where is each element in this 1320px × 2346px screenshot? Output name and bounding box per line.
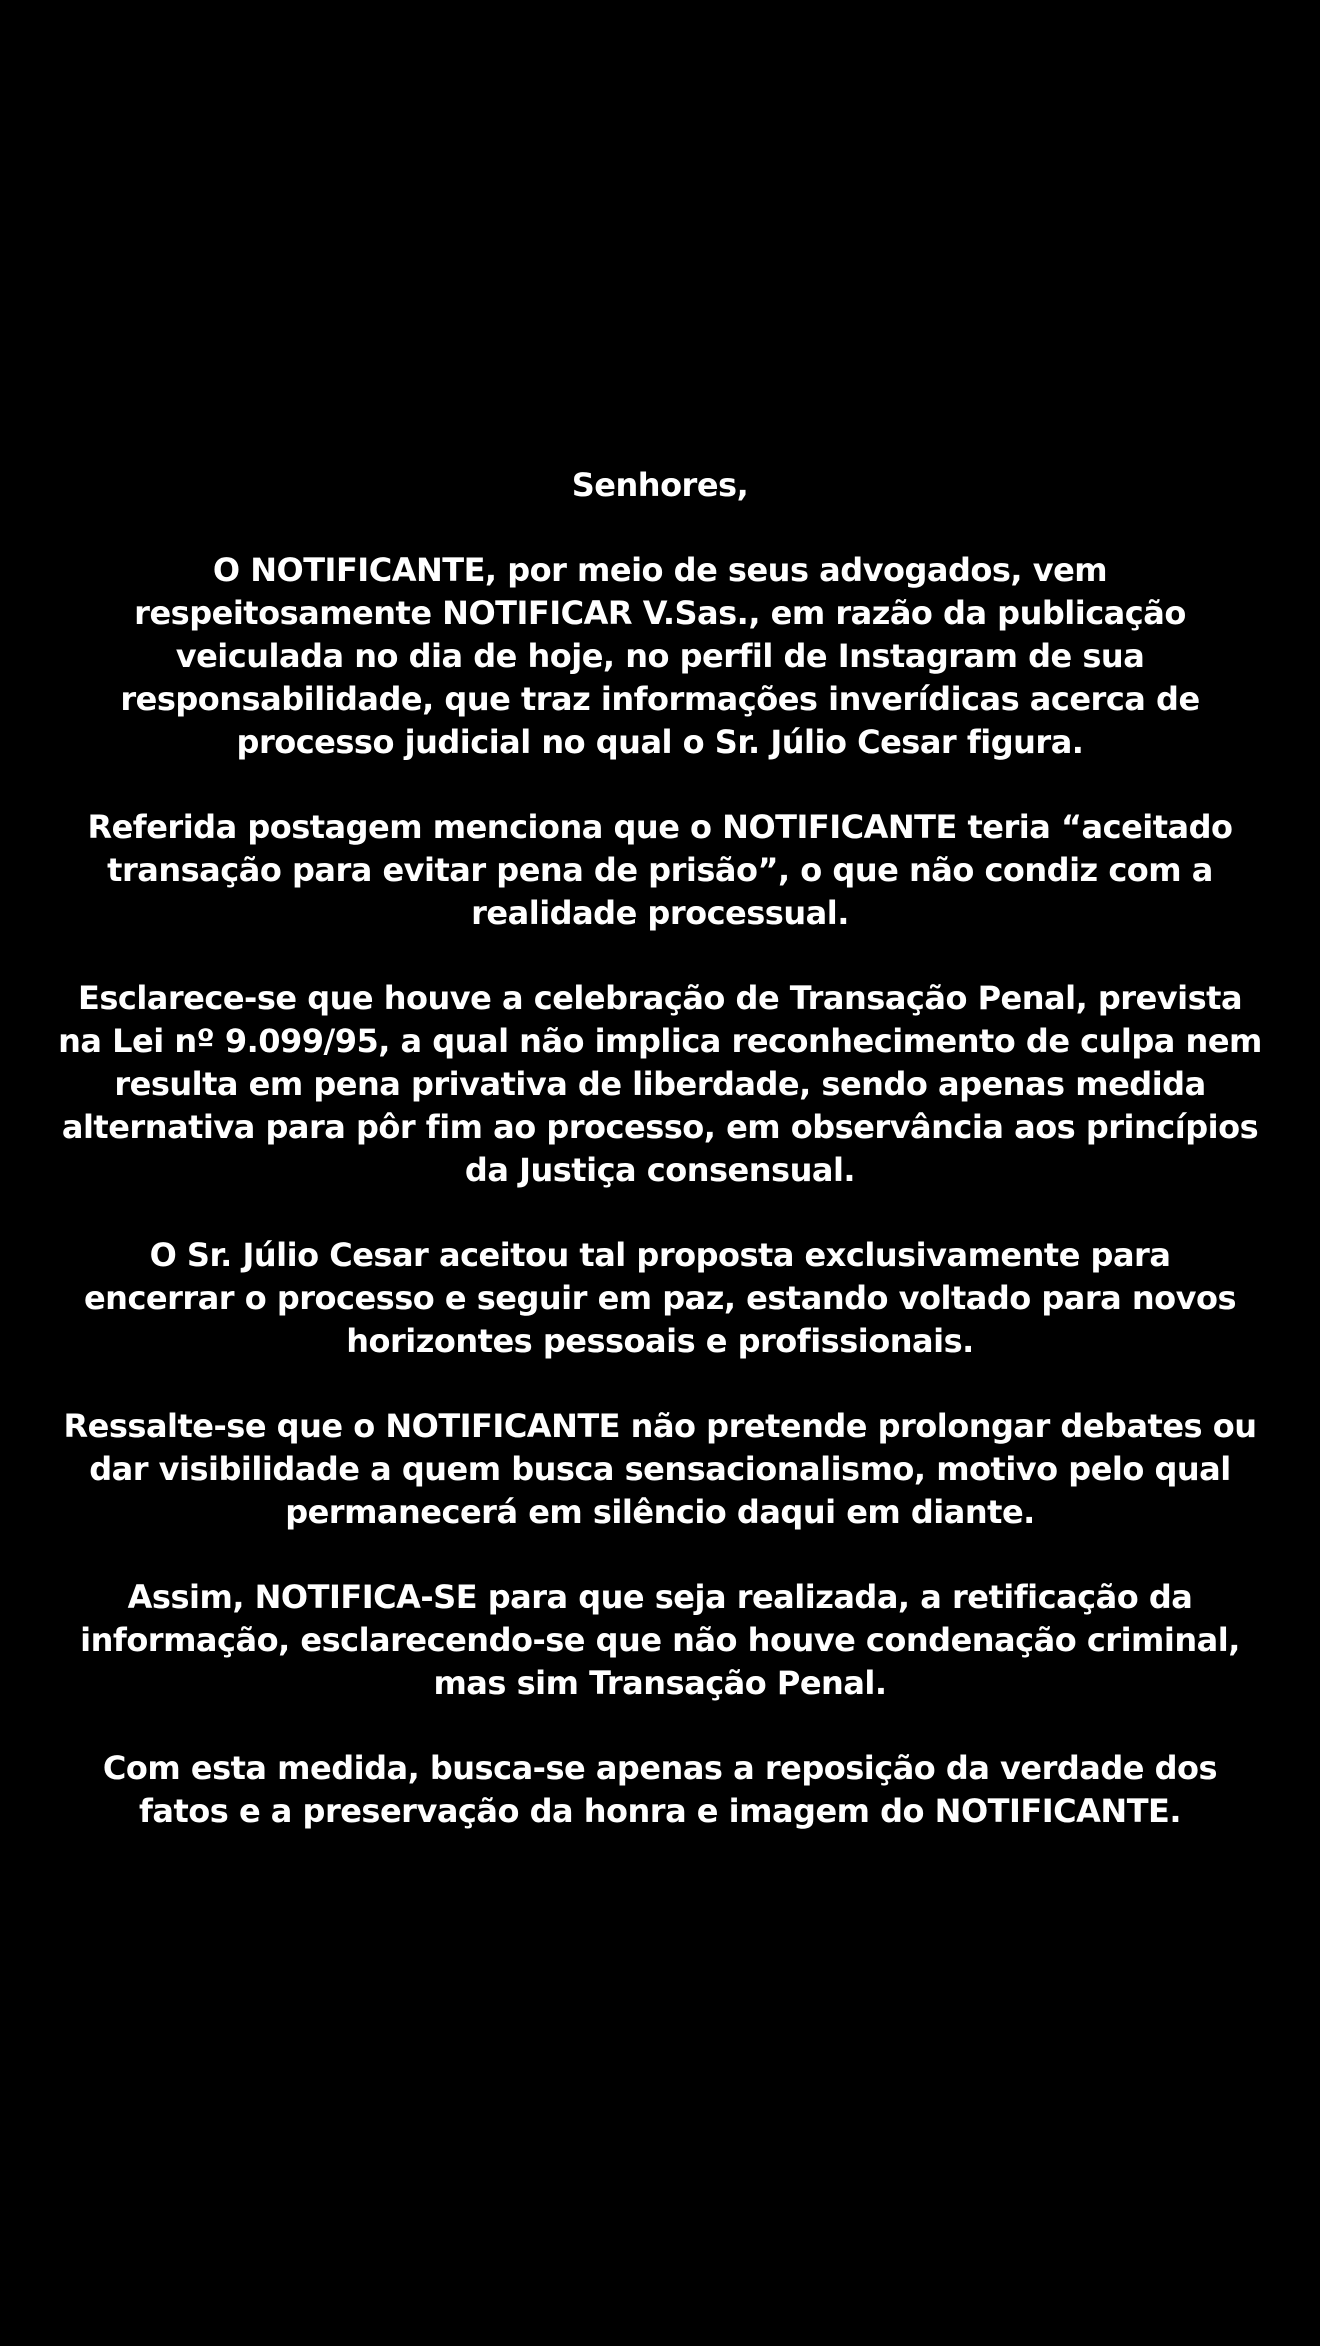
paragraph-3	[30, 977, 1290, 1192]
paragraph-2	[30, 806, 1290, 935]
paragraph-line: veiculada no dia de hoje, no perfil de Instagram de sua	[175, 637, 1145, 675]
paragraph-line: Ressalte-se que o NOTIFICANTE não pretende prolongar debates ou	[63, 1407, 1257, 1445]
paragraph-line: realidade processual.	[471, 894, 849, 932]
paragraph-line: responsabilidade, que traz informações inverídicas acerca de	[120, 680, 1200, 718]
paragraph-line: Referida postagem menciona que o NOTIFICANTE teria “aceitado	[87, 808, 1233, 846]
paragraph-line: informação, esclarecendo-se que não houve condenação criminal,	[80, 1621, 1240, 1659]
paragraph-1	[30, 549, 1290, 764]
notification-text	[30, 464, 1290, 1833]
paragraph-line: da Justiça consensual.	[464, 1151, 856, 1189]
paragraph-line: Com esta medida, busca-se apenas a reposição da verdade dos	[102, 1749, 1218, 1787]
paragraph-line: dar visibilidade a quem busca sensacionalismo, motivo pelo qual	[89, 1450, 1231, 1488]
paragraph-line: Assim, NOTIFICA-SE para que seja realizada, a retificação da	[127, 1578, 1193, 1616]
paragraph-4	[30, 1234, 1290, 1363]
paragraph-line: permanecerá em silêncio daqui em diante.	[285, 1493, 1035, 1531]
paragraph-line: Esclarece-se que houve a celebração de Transação Penal, prevista	[77, 979, 1243, 1017]
paragraph-line: na Lei nº 9.099/95, a qual não implica reconhecimento de culpa nem	[58, 1022, 1262, 1060]
paragraph-5	[30, 1405, 1290, 1534]
greeting: Senhores,	[571, 466, 749, 504]
paragraph-line: mas sim Transação Penal.	[433, 1664, 887, 1702]
paragraph-line: respeitosamente NOTIFICAR V.Sas., em razão da publicação	[134, 594, 1186, 632]
paragraph-line: alternativa para pôr fim ao processo, em observância aos princípios	[61, 1108, 1259, 1146]
paragraph-line: O Sr. Júlio Cesar aceitou tal proposta exclusivamente para	[149, 1236, 1171, 1274]
paragraph-line: resulta em pena privativa de liberdade, sendo apenas medida	[114, 1065, 1206, 1103]
paragraph-line: O NOTIFICANTE, por meio de seus advogados, vem	[212, 551, 1108, 589]
paragraph-line: fatos e a preservação da honra e imagem do NOTIFICANTE.	[138, 1792, 1182, 1830]
paragraph-7	[30, 1747, 1290, 1833]
paragraph-line: horizontes pessoais e profissionais.	[346, 1322, 974, 1360]
paragraph-line: transação para evitar pena de prisão”, o que não condiz com a	[107, 851, 1213, 889]
paragraph-6	[30, 1576, 1290, 1705]
paragraph-line: encerrar o processo e seguir em paz, estando voltado para novos	[83, 1279, 1237, 1317]
paragraph-line: processo judicial no qual o Sr. Júlio Cesar figura.	[236, 723, 1084, 761]
